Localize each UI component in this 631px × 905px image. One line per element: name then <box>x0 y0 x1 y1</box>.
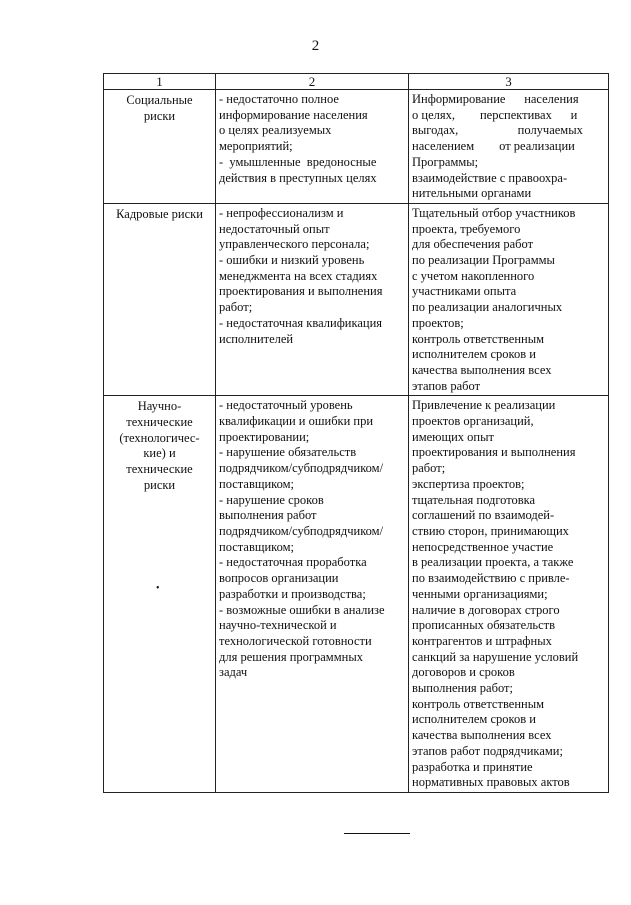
risk-line: подрядчиком/субподрядчиком/ <box>219 461 384 476</box>
risk-line: менеджмента на всех стадиях <box>219 268 378 283</box>
risk-line: недостаточный опыт <box>219 221 330 236</box>
measure-line: этапов работ подрядчиками; <box>412 743 563 758</box>
table-row-personnel-risks <box>104 203 609 395</box>
measure-line: соглашений по взаимодей- <box>412 508 555 523</box>
risk-line: - возможные ошибки в анализе <box>219 602 385 617</box>
column-header-3: 3 <box>409 74 609 90</box>
measure-line: выгодах, получаемых <box>412 123 583 138</box>
category-line: кие) и <box>143 446 176 461</box>
measure-line: Информирование населения <box>412 92 579 106</box>
risk-line: работ; <box>219 300 253 315</box>
measure-line: исполнителем сроков и <box>412 347 536 362</box>
measure-line: по взаимодействию с привле- <box>412 571 570 586</box>
table-header-row <box>104 74 609 90</box>
measure-line: проекта, требуемого <box>412 221 521 236</box>
risk-line: - непрофессионализм и <box>219 205 344 220</box>
risk-line: технологической готовности <box>219 633 372 648</box>
risk-description-cell <box>216 90 409 204</box>
table-row-social-risks <box>104 90 609 204</box>
measure-line: качества выполнения всех <box>412 728 552 743</box>
measure-line: с учетом накопленного <box>412 268 535 283</box>
risk-measures-cell <box>409 396 609 793</box>
risk-line: поставщиком; <box>219 476 295 491</box>
risk-line: квалификации и ошибки при <box>219 414 374 429</box>
measure-line: контроль ответственным <box>412 331 545 346</box>
measure-line: проектирования и выполнения <box>412 445 576 460</box>
category-line: технические <box>126 415 193 430</box>
risk-line: научно-технической и <box>219 618 337 633</box>
risk-line: управленческого персонала; <box>219 237 370 252</box>
category-line: Социальные <box>126 93 193 107</box>
measure-line: ствию сторон, принимающих <box>412 523 569 538</box>
risk-line: проектирования и выполнения <box>219 284 383 299</box>
risk-measures-cell <box>409 90 609 204</box>
measure-line: договоров и сроков <box>412 665 515 680</box>
risk-description-cell <box>216 203 409 395</box>
measure-line: контрагентов и штрафных <box>412 633 552 648</box>
risk-line: - нарушение обязательств <box>219 445 357 460</box>
measure-line: имеющих опыт <box>412 429 494 444</box>
measure-line: прописанных обязательств <box>412 618 556 633</box>
measure-line: экспертиза проектов; <box>412 476 525 491</box>
risk-line: о целях реализуемых <box>219 123 332 138</box>
measure-line: нормативных правовых актов <box>412 775 570 790</box>
table-row-technical-risks <box>104 396 609 793</box>
measure-line: Программы; <box>412 154 479 169</box>
risk-line: - недостаточно полное <box>219 92 339 106</box>
risk-line: - умышленные вредоносные <box>219 154 377 169</box>
category-line: риски <box>143 477 176 492</box>
measure-line: взаимодействие с правоохра- <box>412 170 568 185</box>
measure-line: Привлечение к реализации <box>412 398 556 413</box>
category-line: Кадровые риски <box>116 206 203 221</box>
measure-line: ченными организациями; <box>412 586 548 601</box>
stray-mark: • <box>156 583 160 594</box>
risk-line: - недостаточная проработка <box>219 555 367 570</box>
measure-line: по реализации Программы <box>412 253 555 268</box>
category-line: (технологичес- <box>119 430 200 445</box>
measure-line: нительными органами <box>412 186 532 201</box>
measure-line: выполнения работ; <box>412 681 513 696</box>
measure-line: о целях, перспективах и <box>412 107 578 122</box>
measure-line: для обеспечения работ <box>412 237 534 252</box>
risk-line: поставщиком; <box>219 539 295 554</box>
category-line: риски <box>143 108 176 123</box>
measure-line: контроль ответственным <box>412 696 545 711</box>
measure-line: проектов; <box>412 315 464 330</box>
risk-description-cell <box>216 396 409 793</box>
measure-line: этапов работ <box>412 378 481 393</box>
measure-line: наличие в договорах строго <box>412 602 560 617</box>
risk-category-cell <box>104 396 216 793</box>
risk-table <box>103 73 609 793</box>
measure-line: тщательная подготовка <box>412 492 536 507</box>
risk-line: - недостаточная квалификация <box>219 315 383 330</box>
risk-line: для решения программных <box>219 649 363 664</box>
risk-line: проектировании; <box>219 429 310 444</box>
risk-line: - ошибки и низкий уровень <box>219 253 365 268</box>
measure-line: санкций за нарушение условий <box>412 649 579 664</box>
measure-line: населением от реализации <box>412 139 575 154</box>
category-line: технические <box>126 462 193 477</box>
footer-rule <box>344 833 410 834</box>
measure-line: по реализации аналогичных <box>412 300 563 315</box>
measure-line: разработка и принятие <box>412 759 533 774</box>
category-line: Научно- <box>137 399 182 414</box>
risk-line: исполнителей <box>219 331 294 346</box>
risk-line: мероприятий; <box>219 139 293 154</box>
measure-line: исполнителем сроков и <box>412 712 536 727</box>
risk-category-cell <box>104 203 216 395</box>
column-header-1: 1 <box>104 74 216 90</box>
risk-line: выполнения работ <box>219 508 317 523</box>
measure-line: участниками опыта <box>412 284 517 299</box>
measure-line: в реализации проекта, а также <box>412 555 574 570</box>
risk-line: вопросов организации <box>219 571 339 586</box>
page-number: 2 <box>311 38 320 54</box>
risk-line: действия в преступных целях <box>219 170 377 185</box>
risk-line: разработки и производства; <box>219 586 366 601</box>
risk-category-cell <box>104 90 216 204</box>
risk-line: - нарушение сроков <box>219 492 324 507</box>
risk-line: подрядчиком/субподрядчиком/ <box>219 523 384 538</box>
measure-line: работ; <box>412 461 446 476</box>
measure-line: непосредственное участие <box>412 539 554 554</box>
risk-line: - недостаточный уровень <box>219 398 353 413</box>
risk-measures-cell <box>409 203 609 395</box>
risk-line: задач <box>219 665 248 680</box>
measure-line: проектов организаций, <box>412 414 534 429</box>
measure-line: Тщательный отбор участников <box>412 205 576 220</box>
measure-line: качества выполнения всех <box>412 362 552 377</box>
risk-line: информирование населения <box>219 107 368 122</box>
column-header-2: 2 <box>216 74 409 90</box>
